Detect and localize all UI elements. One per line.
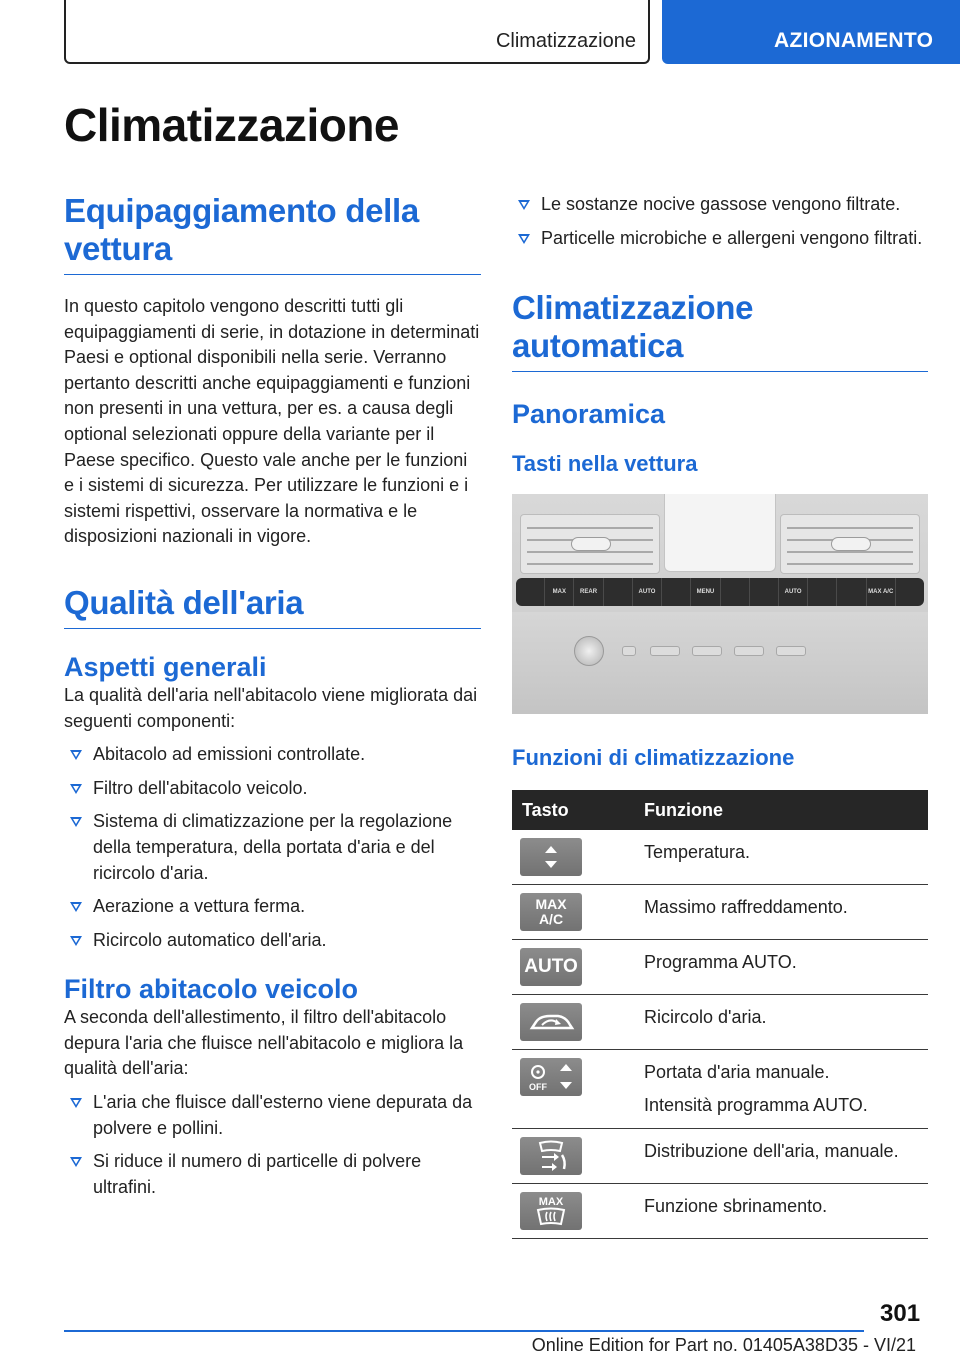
heading-filtro-abitacolo: Filtro abitacolo veicolo — [64, 974, 359, 1005]
strip-key — [604, 578, 633, 606]
air-vent-right — [780, 514, 920, 574]
function-text: Funzione sbrinamento. — [644, 1196, 828, 1217]
function-text: Portata d'aria manuale. — [644, 1062, 830, 1083]
header-section-title: Climatizzazione — [495, 30, 636, 52]
heading-equipaggiamento: Equipaggiamento della vettura — [64, 192, 481, 275]
right-column — [512, 192, 928, 1239]
bullet-triangle-icon — [70, 750, 82, 760]
heading-qualita-aria: Qualità dell'aria — [64, 584, 481, 629]
climate-panel-photo — [512, 494, 928, 714]
auto-icon: AUTO — [520, 948, 582, 986]
heading-funzioni-climatizzazione: Funzioni di climatizzazione — [512, 745, 795, 771]
paragraph-filtro-abitacolo: A seconda dell'allestimento, il filtro dell'abitacolo depura l'aria che fluisce nell'abitacolo e migliora la qualità dell'aria: — [64, 1007, 464, 1079]
temperature-arrows-icon — [520, 838, 582, 876]
center-display — [664, 494, 776, 572]
bullet-triangle-icon — [70, 902, 82, 912]
page-number: 301 — [880, 1300, 921, 1327]
strip-key: MENU — [691, 578, 720, 606]
bullet-triangle-icon — [70, 1098, 82, 1108]
panel-control — [622, 646, 636, 656]
table-row — [512, 995, 928, 1050]
list-aspetti-generali — [64, 742, 481, 953]
recirculation-icon — [520, 1003, 582, 1041]
air-vent-left — [520, 514, 660, 574]
bullet-triangle-icon — [70, 817, 82, 827]
list-item: Filtro dell'abitacolo veicolo. — [64, 776, 481, 802]
max-ac-icon: MAX A/C — [520, 893, 582, 931]
strip-key: MAX — [545, 578, 574, 606]
table-row — [512, 1184, 928, 1239]
climate-button-strip — [516, 578, 924, 606]
function-text: Distribuzione dell'aria, manuale. — [644, 1141, 899, 1162]
max-defrost-icon — [520, 1192, 582, 1230]
function-text: Intensità programma AUTO. — [644, 1095, 868, 1116]
strip-key: REAR — [574, 578, 603, 606]
svg-text:OFF: OFF — [529, 1082, 547, 1093]
list-item: Sistema di climatizzazione per la regolazione della temperatura, della portata d'aria e del ricircolo d'aria. — [64, 809, 481, 886]
functions-table — [512, 790, 928, 1239]
panel-control — [734, 646, 764, 656]
strip-key: MAX A/C — [867, 578, 896, 606]
fan-off-icon — [520, 1058, 582, 1096]
panel-control — [692, 646, 722, 656]
list-item: Ricircolo automatico dell'aria. — [64, 928, 481, 954]
chapter-title: Climatizzazione — [64, 99, 400, 151]
footer-edition: Online Edition for Part no. 01405A38D35 - VI/21 — [531, 1335, 916, 1355]
left-column — [64, 192, 481, 1200]
table-header-row — [512, 790, 928, 830]
panel-control — [650, 646, 680, 656]
volume-knob — [574, 636, 604, 666]
strip-key — [896, 578, 924, 606]
list-item: Si riduce il numero di particelle di polvere ultrafini. — [64, 1149, 481, 1200]
strip-key — [516, 578, 545, 606]
list-filtro-continua — [512, 192, 928, 251]
strip-key — [750, 578, 779, 606]
column-header-funzione: Funzione — [644, 790, 928, 830]
strip-key: AUTO — [779, 578, 808, 606]
strip-key — [721, 578, 750, 606]
heading-climatizzazione-automatica: Climatizzazione automatica — [512, 289, 928, 372]
footer-divider — [64, 1330, 864, 1332]
strip-key: AUTO — [633, 578, 662, 606]
table-row — [512, 830, 928, 885]
paragraph-aspetti-generali: La qualità dell'aria nell'abitacolo viene migliorata dai seguenti componenti: — [64, 684, 478, 731]
column-header-tasto: Tasto — [512, 790, 644, 830]
list-item: Abitacolo ad emissioni controllate. — [64, 742, 481, 768]
air-distribution-icon — [520, 1137, 582, 1175]
bullet-triangle-icon — [70, 784, 82, 794]
list-item: Le sostanze nocive gassose vengono filtrate. — [512, 192, 928, 218]
list-filtro-abitacolo — [64, 1090, 481, 1200]
function-text: Massimo raffreddamento. — [644, 897, 848, 918]
bullet-triangle-icon — [70, 1157, 82, 1167]
strip-key — [808, 578, 837, 606]
paragraph-equipaggiamento: In questo capitolo vengono descritti tutti gli equipaggiamenti di serie, in dotazione in determinati Paesi e optional disponibili nella serie. Verranno pertanto descritti anche equipaggiamenti e funzioni non presenti in una vettura, per es. a causa degli optional selezionati oppure della variante per il Paese specifico. Questo vale anche per le funzioni e i sistemi di sicurezza. Per utilizzare le funzioni e i sistemi rispettivi, osservare la normativa e le disposizioni nazionali in vigore. — [64, 296, 480, 547]
table-row — [512, 885, 928, 940]
panel-control — [776, 646, 806, 656]
table-row — [512, 1050, 928, 1129]
strip-key — [837, 578, 866, 606]
function-text: Ricircolo d'aria. — [644, 1007, 767, 1028]
function-text: Programma AUTO. — [644, 952, 797, 973]
bullet-triangle-icon — [518, 200, 530, 210]
table-row — [512, 940, 928, 995]
heading-tasti-vettura: Tasti nella vettura — [512, 451, 698, 477]
lower-panel — [512, 612, 928, 714]
header-tab-azionamento[interactable]: AZIONAMENTO — [662, 0, 960, 64]
heading-aspetti-generali: Aspetti generali — [64, 651, 267, 682]
strip-key — [662, 578, 691, 606]
list-item: L'aria che fluisce dall'esterno viene depurata da polvere e pollini. — [64, 1090, 481, 1141]
function-text: Temperatura. — [644, 842, 751, 863]
bullet-triangle-icon — [70, 936, 82, 946]
bullet-triangle-icon — [518, 234, 530, 244]
heading-panoramica: Panoramica — [512, 399, 666, 430]
table-row — [512, 1129, 928, 1184]
list-item: Aerazione a vettura ferma. — [64, 894, 481, 920]
list-item: Particelle microbiche e allergeni vengono filtrati. — [512, 226, 928, 252]
svg-text:MAX: MAX — [538, 1196, 564, 1209]
